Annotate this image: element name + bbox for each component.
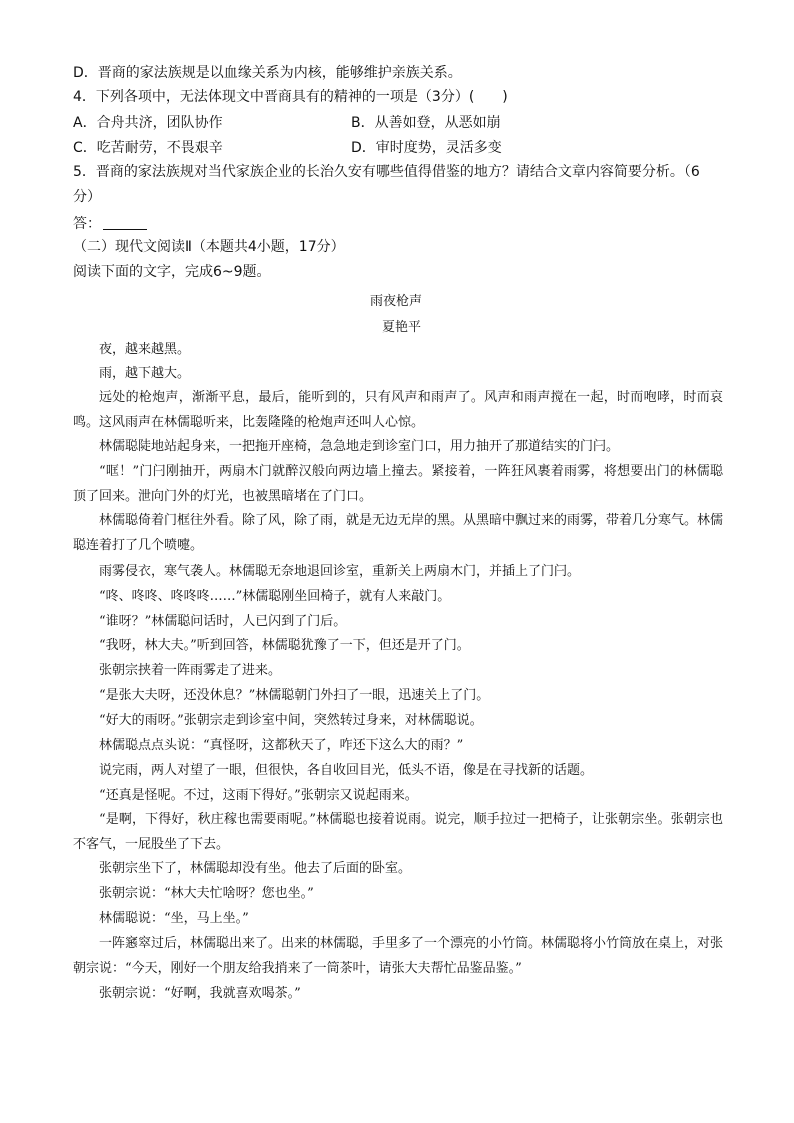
- q4-option-c: C．吃苦耐劳，不畏艰辛: [73, 140, 223, 156]
- story-paragraph: “哐！”门闩刚抽开，两扇木门就醉汉般向两边墙上撞去。紧接着，一阵狂风裹着雨雾，将想要出门的林儒聪顶了回来。泄向门外的灯光，也被黑暗堵在了门口。: [73, 464, 723, 504]
- story-paragraph: 林儒聪说：“坐，马上坐。”: [99, 911, 249, 926]
- story-author: 夏艳平: [382, 320, 422, 335]
- q5-answer: [73, 213, 147, 235]
- q4-option-a: A．合舟共济，团队协作: [73, 115, 223, 131]
- story-paragraph: 张朝宗挟着一阵雨雾走了进来。: [99, 663, 282, 678]
- story-paragraph: “咚、咚咚、咚咚咚……”林儒聪刚坐回椅子，就有人来敲门。: [99, 589, 451, 604]
- story-paragraph: “还真是怪呢。不过，这雨下得好。”张朝宗又说起雨来。: [99, 788, 418, 803]
- story-title: 雨夜枪声: [370, 294, 423, 309]
- section-instruction: 阅读下面的文字，完成6~9题。: [73, 264, 271, 280]
- q4-option-d: D．审时度势，灵活多变: [351, 140, 502, 156]
- section-heading: （二）现代文阅读Ⅱ（本题共4小题，17分）: [73, 239, 345, 255]
- story-paragraph: 张朝宗说：“好啊，我就喜欢喝茶。”: [99, 986, 301, 1001]
- story-paragraph: “是啊，下得好，秋庄稼也需要雨呢。”林儒聪也接着说雨。说完，顺手拉过一把椅子，让张朝宗坐。张朝宗也不客气，一屁股坐了下去。: [73, 812, 723, 852]
- story-paragraph: 说完雨，两人对望了一眼，但很快，各自收回目光，低头不语，像是在寻找新的话题。: [99, 763, 594, 778]
- q4-option-b: B．从善如登，从恶如崩: [351, 115, 501, 131]
- q5-stem-line2: 分）: [73, 189, 101, 205]
- q4-stem: 4．下列各项中，无法体现文中晋商具有的精神的一项是（3分）( ): [73, 89, 508, 105]
- story-paragraph: 林儒聪倚着门框往外看。除了风，除了雨，就是无边无岸的黑。从黑暗中飘过来的雨雾，带着几分寒气。林儒聪连着打了几个喷嚏。: [73, 513, 724, 553]
- q3-option-d: D．晋商的家法族规是以血缘关系为内核，能够维护亲族关系。: [73, 65, 462, 81]
- story-paragraph: “好大的雨呀。”张朝宗走到诊室中间，突然转过身来，对林儒聪说。: [99, 713, 483, 728]
- story-paragraph: 张朝宗坐下了，林儒聪却没有坐。他去了后面的卧室。: [99, 861, 412, 876]
- story-paragraph: 雨雾侵衣，寒气袭人。林儒聪无奈地退回诊室，重新关上两扇木门，并插上了门闩。: [99, 564, 581, 579]
- story-paragraph: 夜，越来越黑。: [99, 342, 191, 357]
- story-paragraph: 林儒聪点点头说：“真怪呀，这都秋天了，咋还下这么大的雨？”: [99, 738, 464, 753]
- story-paragraph: 张朝宗说：“林大夫忙啥呀？您也坐。”: [99, 886, 314, 901]
- story-paragraph: “是张大夫呀，还没休息？”林儒聪朝门外扫了一眼，迅速关上了门。: [99, 688, 490, 703]
- story-paragraph: 远处的枪炮声，渐渐平息，最后，能听到的，只有风声和雨声了。风声和雨声搅在一起，时而咆哮，时而哀鸣。这风雨声在林儒聪听来，比轰隆隆的枪炮声还叫人心惊。: [73, 390, 723, 430]
- answer-label: 答：: [73, 216, 101, 232]
- answer-blank: [103, 215, 147, 230]
- story-paragraph: 林儒聪陡地站起身来，一把拖开座椅，急急地走到诊室门口，用力抽开了那道结实的门闩。: [99, 439, 620, 454]
- story-paragraph: “我呀，林大夫。”听到回答，林儒聪犹豫了一下，但还是开了门。: [99, 638, 470, 653]
- story-paragraph: 一阵窸窣过后，林儒聪出来了。出来的林儒聪，手里多了一个漂亮的小竹筒。林儒聪将小竹筒放在桌上，对张朝宗说：“今天，刚好一个朋友给我捎来了一筒茶叶，请张大夫帮忙品鉴品鉴。”: [73, 936, 724, 976]
- q5-stem-line1: 5．晋商的家法族规对当代家族企业的长治久安有哪些值得借鉴的地方？请结合文章内容简要分析。（6: [73, 164, 700, 180]
- story-paragraph: 雨，越下越大。: [99, 366, 191, 381]
- story-paragraph: “谁呀？”林儒聪问话时，人已闪到了门后。: [99, 614, 347, 629]
